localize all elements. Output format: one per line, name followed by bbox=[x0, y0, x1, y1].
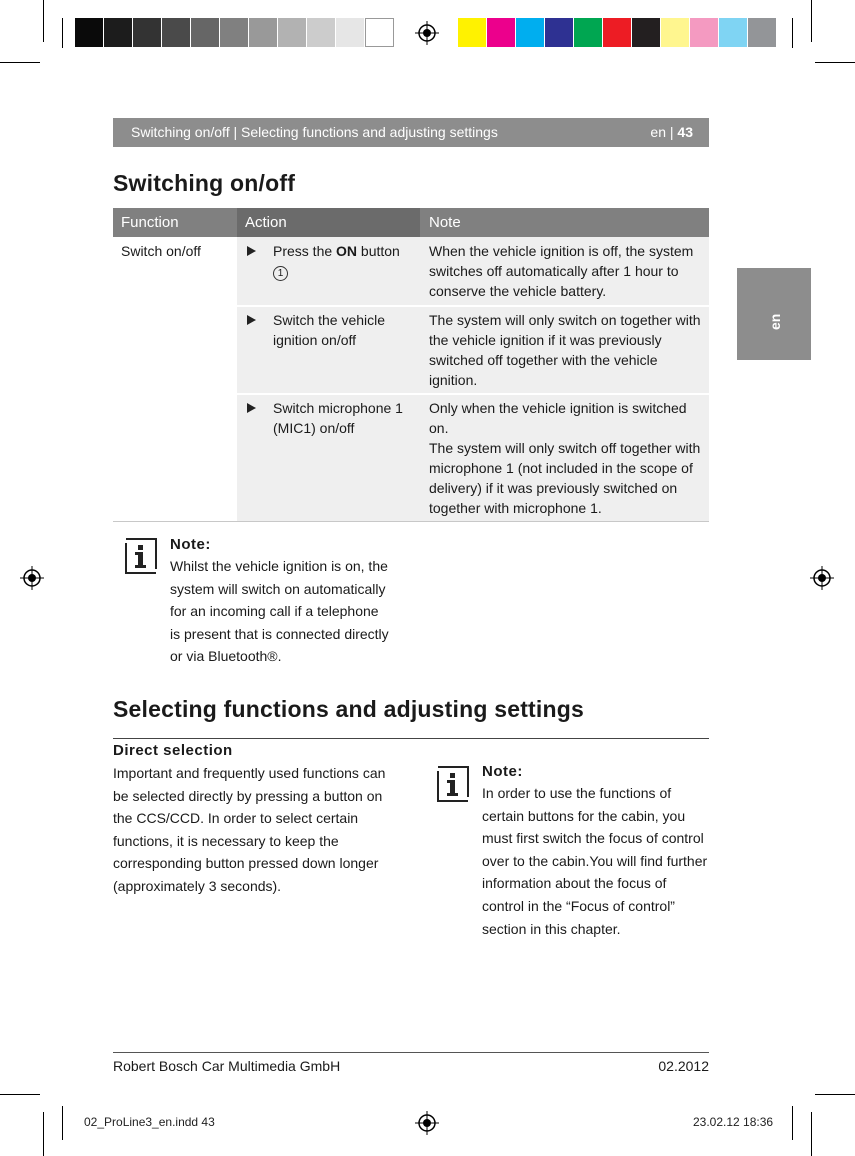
table-bottom-rule bbox=[113, 521, 709, 522]
note-title: Note: bbox=[482, 763, 523, 780]
action-text: Switch microphone 1 (MIC1) on/off bbox=[273, 400, 403, 436]
page-number: 43 bbox=[677, 124, 693, 140]
table-header-action: Action bbox=[237, 208, 420, 237]
process-color-bar bbox=[458, 18, 777, 47]
crop-mark bbox=[62, 1106, 63, 1140]
bullet-arrow-icon bbox=[247, 246, 256, 256]
color-swatch bbox=[603, 18, 632, 47]
crop-mark bbox=[0, 62, 40, 63]
crop-mark bbox=[792, 1106, 793, 1140]
crop-mark bbox=[792, 18, 793, 48]
button-ref-number: 1 bbox=[277, 268, 284, 279]
note-cell: When the vehicle ignition is off, the system switches off automatically after 1 hour to conserve the vehicle battery. bbox=[429, 243, 694, 299]
color-swatch bbox=[220, 18, 249, 47]
crop-mark bbox=[811, 0, 812, 42]
crop-mark bbox=[43, 1112, 44, 1156]
color-swatch bbox=[516, 18, 545, 47]
info-icon bbox=[125, 538, 157, 574]
gray-color-bar bbox=[75, 18, 394, 47]
color-swatch bbox=[191, 18, 220, 47]
table-row bbox=[247, 398, 417, 438]
note-line: The system will only switch off together with microphone 1 (not included in the scope of delivery) if it was previously switched on together with microphone 1. bbox=[429, 440, 701, 516]
crop-mark bbox=[815, 62, 855, 63]
table-row bbox=[247, 241, 417, 281]
note-cell bbox=[429, 398, 705, 518]
note-box bbox=[170, 536, 392, 668]
color-swatch bbox=[278, 18, 307, 47]
language-tab-label: en bbox=[767, 313, 783, 330]
note-line: Only when the vehicle ignition is switched on. bbox=[429, 400, 687, 436]
color-swatch bbox=[104, 18, 133, 47]
registration-mark-icon bbox=[415, 21, 439, 45]
color-swatch bbox=[249, 18, 278, 47]
table-header-function: Function bbox=[113, 208, 237, 237]
registration-mark-icon bbox=[415, 1111, 439, 1135]
color-swatch bbox=[661, 18, 690, 47]
language-tab bbox=[737, 268, 811, 360]
button-ref-circle bbox=[273, 266, 288, 281]
registration-mark-icon bbox=[810, 566, 834, 590]
function-cell: Switch on/off bbox=[121, 243, 201, 259]
bullet-arrow-icon bbox=[247, 315, 256, 325]
note-box bbox=[482, 763, 710, 940]
action-text: Switch the vehicle ignition on/off bbox=[273, 312, 386, 348]
section-title-switching: Switching on/off bbox=[113, 170, 296, 196]
color-swatch bbox=[336, 18, 365, 47]
color-swatch bbox=[458, 18, 487, 47]
color-swatch bbox=[75, 18, 104, 47]
action-text: button bbox=[357, 243, 400, 259]
color-swatch bbox=[690, 18, 719, 47]
note-text: In order to use the functions of certain buttons for the cabin, you must first switch the focus of control over to the cabin.You will find further information about the focus of control in the “Focus of control” section in this chapter. bbox=[482, 785, 708, 937]
header-lang: en | bbox=[650, 124, 674, 140]
color-swatch bbox=[719, 18, 748, 47]
table-row bbox=[247, 310, 417, 350]
note-cell: The system will only switch on together with the vehicle ignition if it was previously switched off together with the vehicle ignition. bbox=[429, 312, 701, 388]
color-swatch bbox=[133, 18, 162, 47]
footer-rule bbox=[113, 1052, 709, 1053]
header-section-title: Switching on/off | Selecting functions and adjusting settings bbox=[131, 124, 498, 140]
direct-selection-body: Important and frequently used functions can be selected directly by pressing a button on the CCS/CCD. In order to select certain functions, it is necessary to keep the corresponding button pressed down longer (approximately 3 seconds). bbox=[113, 765, 386, 894]
note-text: Whilst the vehicle ignition is on, the system will switch on automatically for an incoming call if a telephone is present that is connected directly or via Bluetooth®. bbox=[170, 558, 389, 665]
row-divider bbox=[237, 393, 709, 395]
color-swatch bbox=[365, 18, 394, 47]
subheading-direct-selection: Direct selection bbox=[113, 742, 233, 759]
header-page-info bbox=[650, 124, 693, 140]
registration-mark-icon bbox=[20, 566, 44, 590]
color-swatch bbox=[307, 18, 336, 47]
color-swatch bbox=[162, 18, 191, 47]
on-button-label: ON bbox=[336, 243, 358, 259]
crop-mark bbox=[0, 1094, 40, 1095]
color-swatch bbox=[632, 18, 661, 47]
slug-timestamp: 23.02.12 18:36 bbox=[693, 1115, 774, 1129]
footer-date: 02.2012 bbox=[658, 1058, 709, 1074]
crop-mark bbox=[815, 1094, 855, 1095]
crop-mark bbox=[43, 0, 44, 42]
color-swatch bbox=[748, 18, 777, 47]
running-header bbox=[113, 118, 709, 147]
section-title-selecting: Selecting functions and adjusting settings bbox=[113, 696, 584, 722]
crop-mark bbox=[62, 18, 63, 48]
color-swatch bbox=[545, 18, 574, 47]
row-divider bbox=[237, 305, 709, 307]
action-text: Press the bbox=[273, 243, 337, 259]
crop-mark bbox=[811, 1112, 812, 1156]
info-icon bbox=[437, 766, 469, 802]
table-header-note: Note bbox=[420, 208, 709, 237]
bullet-arrow-icon bbox=[247, 403, 256, 413]
note-title: Note: bbox=[170, 536, 211, 553]
section-rule bbox=[113, 738, 709, 739]
slug-file: 02_ProLine3_en.indd 43 bbox=[84, 1115, 215, 1129]
color-swatch bbox=[487, 18, 516, 47]
footer-company: Robert Bosch Car Multimedia GmbH bbox=[113, 1058, 341, 1074]
color-swatch bbox=[574, 18, 603, 47]
